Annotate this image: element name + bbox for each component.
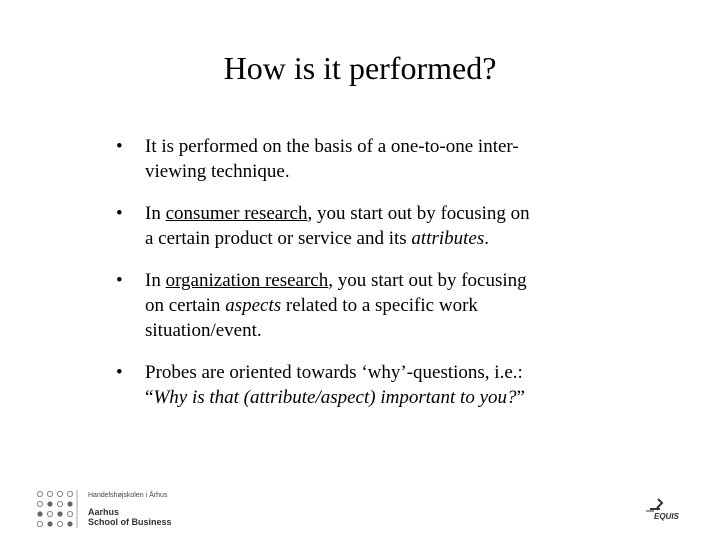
bullet-text: a certain product or service and its <box>145 228 412 249</box>
emphasis-aspects: aspects <box>225 295 282 316</box>
logo-name-line1: Aarhus <box>88 507 120 517</box>
logo-tagline: Handelshøjskolen i Århus <box>88 492 168 499</box>
bullet-text: viewing technique. <box>145 161 290 182</box>
open-quote: “ <box>145 387 154 408</box>
bullet-item <box>112 360 612 410</box>
bullet-text: related to a specific work <box>281 295 478 316</box>
bullet-text: Probes are oriented towards ‘why’-questions, i.e.: <box>145 362 523 383</box>
bullet-marker: • <box>116 203 123 224</box>
bullet-item <box>112 268 612 343</box>
equis-label: EQUIS <box>654 512 679 521</box>
bullet-marker: • <box>116 136 123 157</box>
bullet-text: on certain <box>145 295 226 316</box>
bullet-marker: • <box>116 362 123 383</box>
slide-title: How is it performed? <box>223 50 497 86</box>
bullet-item <box>112 134 612 184</box>
bullet-marker: • <box>116 270 123 291</box>
bullet-item <box>112 201 612 251</box>
bullet-text: situation/event. <box>145 320 262 341</box>
bullet-text: In <box>145 270 166 291</box>
bullet-text: , you start out by focusing on <box>307 203 530 224</box>
bullet-text: , you start out by focusing <box>328 270 527 291</box>
close-quote: ” <box>516 387 525 408</box>
bullet-list <box>112 134 612 427</box>
term-organization-research: organization research <box>165 270 329 291</box>
bullet-text: In <box>145 203 166 224</box>
term-consumer-research: consumer research <box>165 203 308 224</box>
logo-name-line2: School of Business <box>88 517 172 527</box>
emphasis-attributes: attributes <box>411 228 485 249</box>
bullet-text: . <box>484 228 490 249</box>
dot-grid-logo-icon <box>36 490 80 528</box>
emphasis-question: Why is that (attribute/aspect) important to you? <box>153 387 517 408</box>
bullet-text: It is performed on the basis of a one-to-one inter- <box>145 136 519 157</box>
